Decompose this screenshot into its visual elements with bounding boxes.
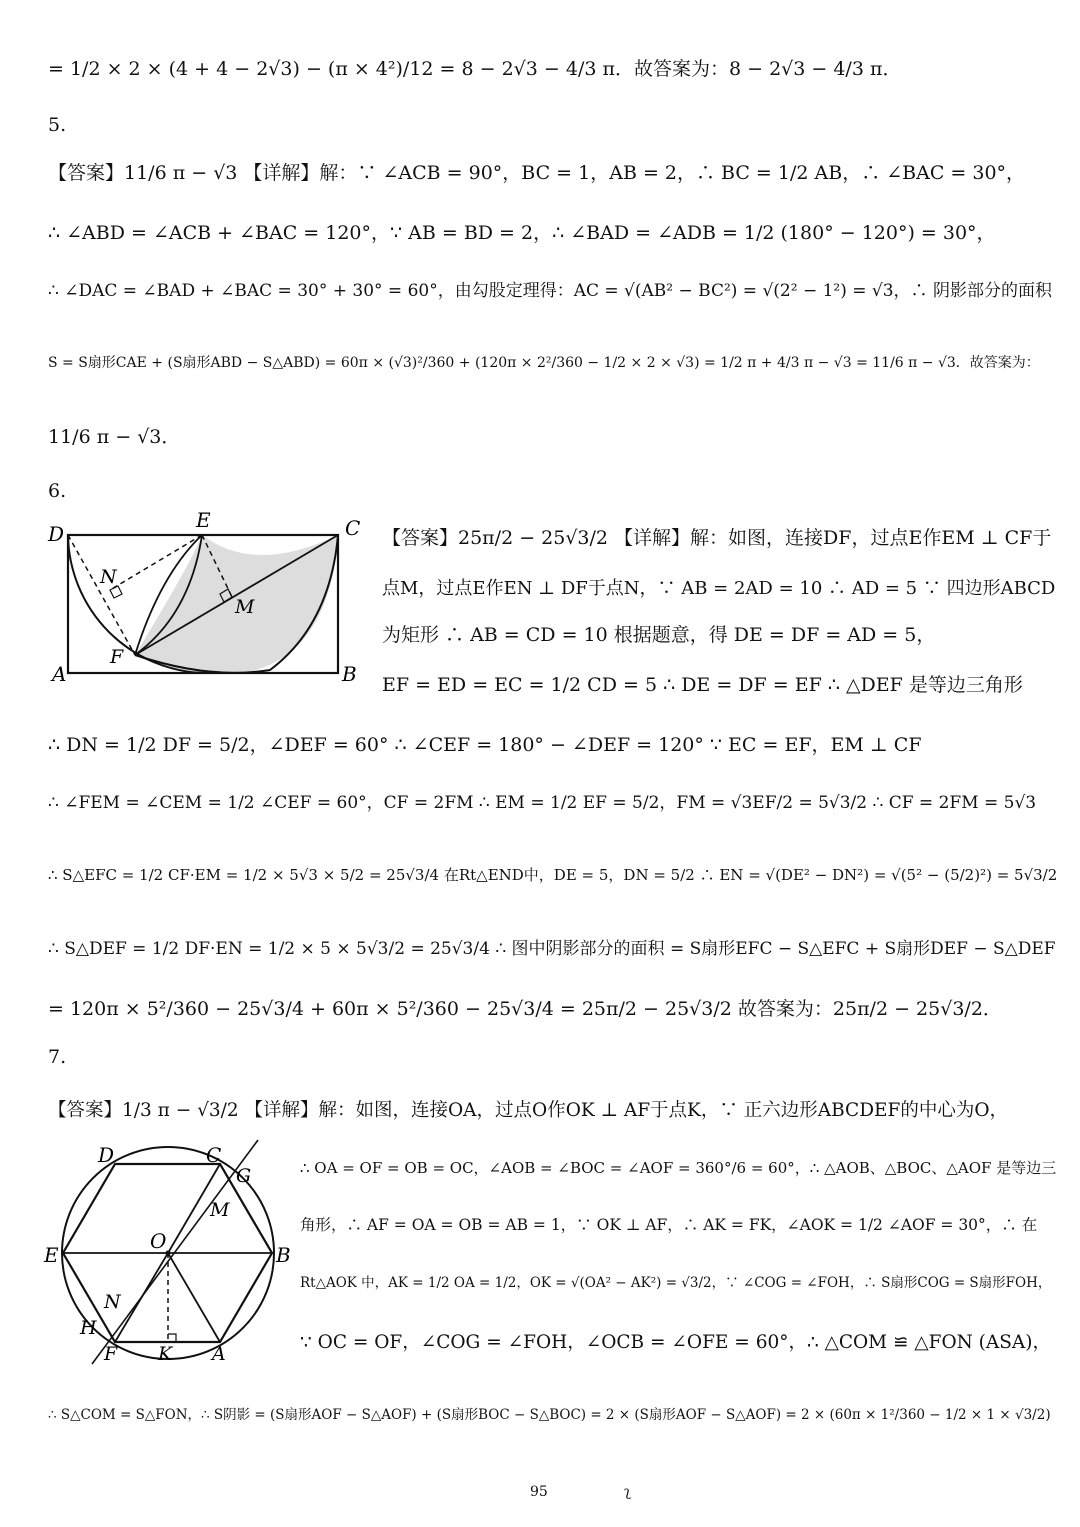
label-d: D: [98, 1143, 115, 1167]
text-line-8: 点M，过点E作EN ⊥ DF于点N，∵ AB = 2AD = 10 ∴ AD = 5 ∵ 四边形ABCD: [382, 578, 1056, 599]
figure-6-rectangle-arcs: [40, 505, 370, 690]
label-b: B: [276, 1243, 291, 1267]
text-line-16: 【答案】1/3 π − √3/2 【详解】解：如图，连接OA，过点O作OK ⊥ AF于点K，∵ 正六边形ABCDEF的中心为O，: [48, 1100, 1009, 1121]
label-e: E: [196, 508, 211, 532]
text-line-15: = 120π × 5²/360 − 25√3/4 + 60π × 5²/360 − 25√3/4 = 25π/2 − 25√3/2 故答案为：25π/2 − 25√3/2．: [48, 998, 1002, 1020]
figure-7-hexagon-circle: [40, 1138, 300, 1370]
problem-number-6: 6.: [48, 480, 67, 502]
label-a: A: [212, 1343, 226, 1365]
text-line-10: EF = ED = EC = 1/2 CD = 5 ∴ DE = DF = EF ∴ △DEF 是等边三角形: [382, 674, 1023, 696]
text-line-17: ∴ OA = OF = OB = OC，∠AOB = ∠BOC = ∠AOF = 360°/6 = 60°，∴ △AOB、△BOC、△AOF 是等边三: [300, 1159, 1057, 1177]
text-line-14: ∴ S△DEF = 1/2 DF·EN = 1/2 × 5 × 5√3/2 = 25√3/4 ∴ 图中阴影部分的面积 = S扇形EFC − S△EFC + S扇形DEF − S△DEF: [48, 939, 1056, 959]
text-line-5: S = S扇形CAE + (S扇形ABD − S△ABD) = 60π × (√3)²/360 + (120π × 2²/360 − 1/2 × 2 × √3) = 1/2 π + 4/3 π − √3 = 11/6 π − √3．故答案为：: [48, 355, 1040, 371]
scan-mark: ʅ: [624, 1484, 631, 1500]
text-line-19: Rt△AOK 中，AK = 1/2 OA = 1/2，OK = √(OA² − AK²) = √3/2，∵ ∠COG = ∠FOH，∴ S扇形COG = S扇形FOH，: [300, 1275, 1052, 1291]
text-line-1: = 1/2 × 2 × (4 + 4 − 2√3) − (π × 4²)/12 = 8 − 2√3 − 4/3 π．故答案为：8 − 2√3 − 4/3 π．: [48, 58, 902, 80]
line-hg: [92, 1140, 258, 1364]
label-m: M: [210, 1199, 230, 1221]
problem-number-5: 5.: [48, 114, 67, 136]
text-line-4: ∴ ∠DAC = ∠BAD + ∠BAC = 30° + 30° = 60°，由勾股定理得：AC = √(AB² − BC²) = √(2² − 1²) = √3，∴ 阴影部分的面积: [48, 281, 1052, 301]
text-line-3: ∴ ∠ABD = ∠ACB + ∠BAC = 120°，∵ AB = BD = 2，∴ ∠BAD = ∠ADB = 1/2 (180° − 120°) = 30°，: [48, 222, 996, 244]
label-e: E: [44, 1243, 59, 1267]
segment-oa: [168, 1253, 220, 1342]
text-line-13: ∴ S△EFC = 1/2 CF·EM = 1/2 × 5√3 × 5/2 = 25√3/4 在Rt△END中，DE = 5，DN = 5/2 ∴ EN = √(DE² − DN²) = √(5² − (5/2)²) = 5√3/2: [48, 866, 1058, 884]
label-b: B: [342, 662, 357, 686]
label-h: H: [80, 1317, 97, 1339]
text-line-21: ∴ S△COM = S△FON，∴ S阴影 = (S扇形AOF − S△AOF) + (S扇形BOC − S△BOC) = 2 × (S扇形AOF − S△AOF) = 2 × (60π × 1²/360 − 1/2 × 1 × √3/2): [48, 1407, 1051, 1423]
text-line-7: 【答案】25π/2 − 25√3/2 【详解】解：如图，连接DF，过点E作EM ⊥ CF于: [382, 527, 1052, 549]
label-g: G: [236, 1165, 252, 1187]
label-a: A: [52, 662, 67, 686]
segment-df-dashed: [68, 535, 135, 655]
right-angle-k: [168, 1334, 176, 1342]
text-line-6: 11/6 π − √3．: [48, 426, 181, 448]
text-line-20: ∵ OC = OF，∠COG = ∠FOH，∠OCB = ∠OFE = 60°，∴ △COM ≌ △FON (ASA)，: [300, 1332, 1052, 1353]
text-line-2: 【答案】11/6 π − √3 【详解】解：∵ ∠ACB = 90°，BC = 1，AB = 2，∴ BC = 1/2 AB，∴ ∠BAC = 30°，: [48, 162, 1026, 184]
text-line-18: 角形，∴ AF = OA = OB = AB = 1，∵ OK ⊥ AF，∴ AK = FK，∠AOK = 1/2 ∠AOF = 30°，∴ 在: [300, 1216, 1038, 1234]
label-f: F: [104, 1343, 118, 1365]
label-k: K: [158, 1343, 173, 1365]
label-d: D: [48, 522, 65, 546]
label-n: N: [104, 1291, 121, 1313]
label-m: M: [235, 596, 255, 618]
label-o: O: [150, 1229, 167, 1253]
page-number: 95: [530, 1484, 548, 1500]
label-c: C: [345, 516, 361, 540]
label-f: F: [110, 646, 124, 668]
label-n: N: [100, 566, 117, 588]
text-line-9: 为矩形 ∴ AB = CD = 10 根据题意，得 DE = DF = AD = 5，: [382, 624, 936, 646]
text-line-11: ∴ DN = 1/2 DF = 5/2，∠DEF = 60° ∴ ∠CEF = 180° − ∠DEF = 120° ∵ EC = EF，EM ⊥ CF: [48, 734, 922, 756]
label-c: C: [206, 1143, 222, 1167]
problem-number-7: 7.: [48, 1046, 67, 1068]
text-line-12: ∴ ∠FEM = ∠CEM = 1/2 ∠CEF = 60°，CF = 2FM ∴ EM = 1/2 EF = 5/2，FM = √3EF/2 = 5√3/2 ∴ CF = 2FM = 5√3: [48, 793, 1037, 813]
